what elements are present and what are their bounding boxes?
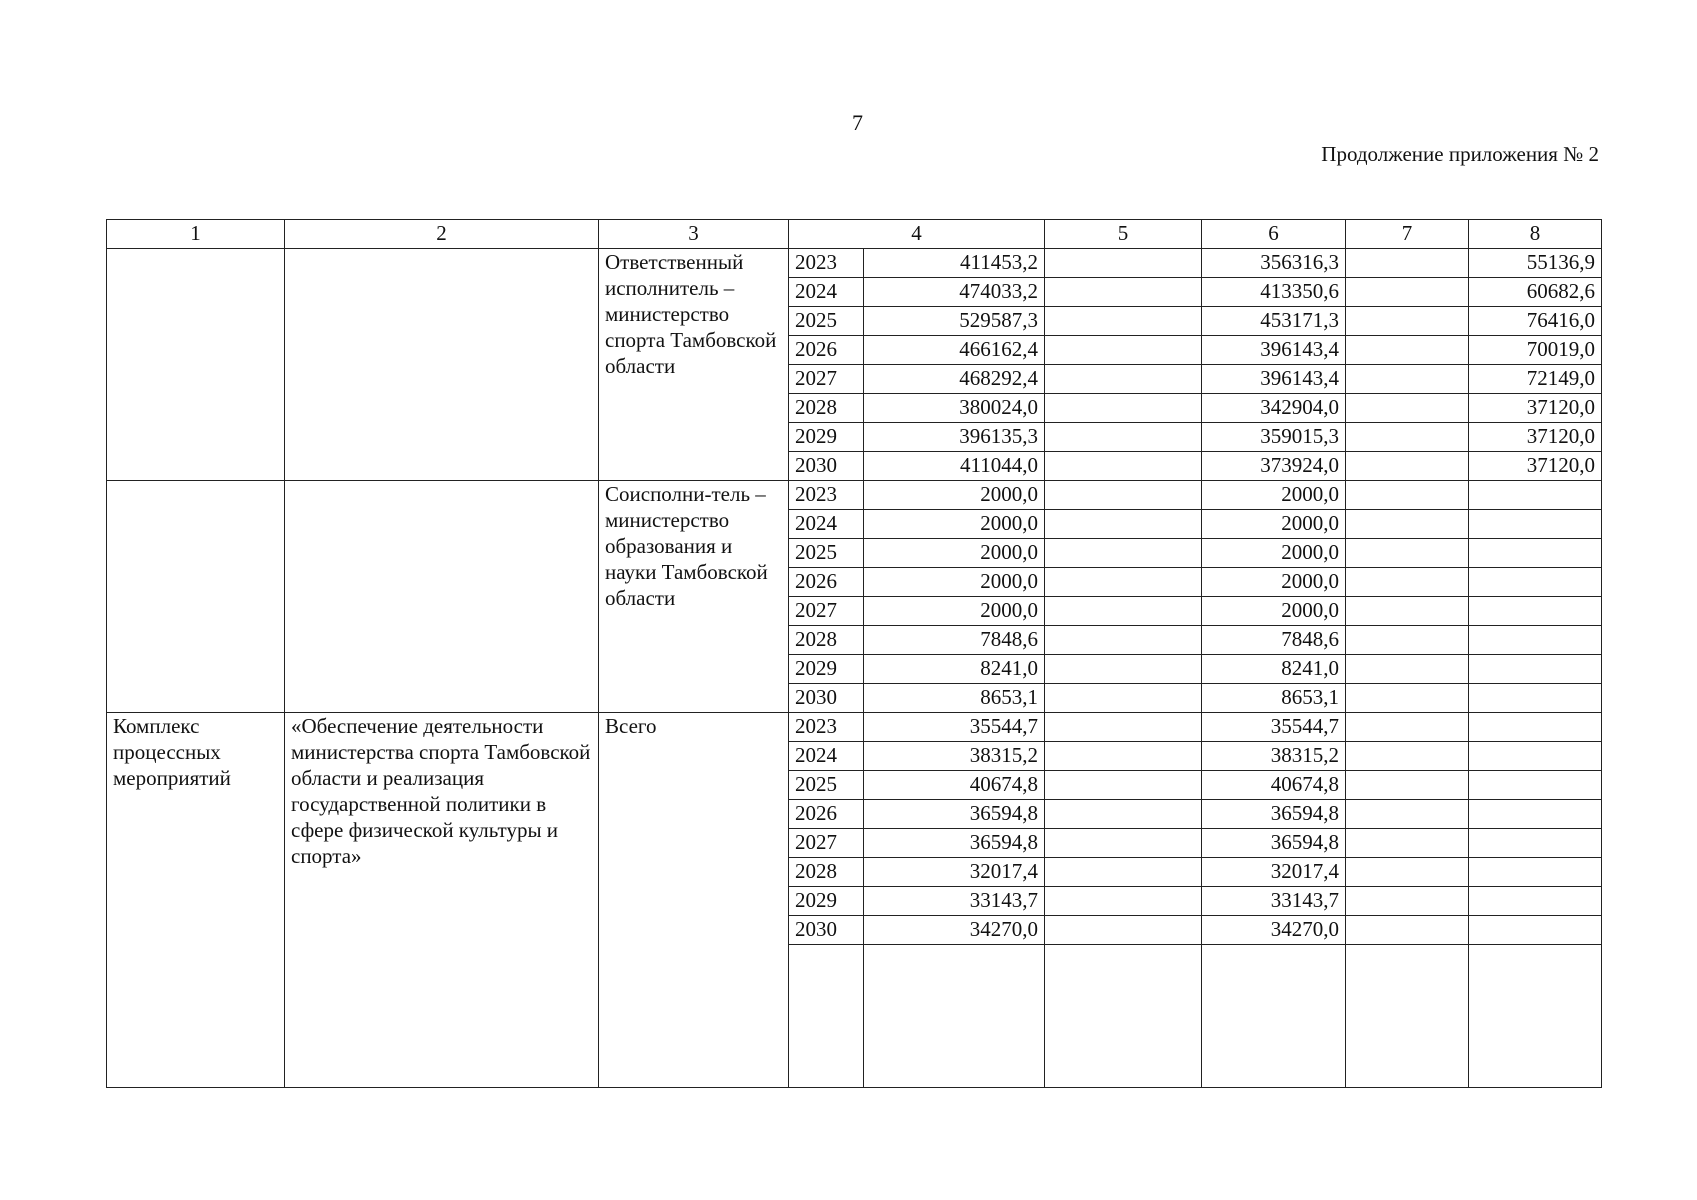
col5-cell	[1045, 858, 1202, 887]
year-cell: 2029	[789, 655, 864, 684]
col8-amount-cell	[1469, 539, 1602, 568]
program-type-cell: Комплекс процессных мероприятий	[107, 713, 285, 1088]
col7-cell	[1346, 481, 1469, 510]
col5-cell	[1045, 655, 1202, 684]
col5-cell	[1045, 800, 1202, 829]
program-name-cell	[285, 481, 599, 713]
col6-amount-cell: 2000,0	[1202, 510, 1346, 539]
program-name-cell	[285, 249, 599, 481]
col6-amount-cell: 453171,3	[1202, 307, 1346, 336]
total-amount-cell: 2000,0	[864, 510, 1045, 539]
col8-amount-cell	[1469, 800, 1602, 829]
total-amount-cell: 396135,3	[864, 423, 1045, 452]
total-amount-cell: 466162,4	[864, 336, 1045, 365]
year-cell: 2027	[789, 597, 864, 626]
year-cell: 2024	[789, 742, 864, 771]
col7-cell	[1346, 800, 1469, 829]
year-cell: 2029	[789, 887, 864, 916]
year-cell: 2030	[789, 452, 864, 481]
col5-cell	[1045, 626, 1202, 655]
col5-cell	[1045, 597, 1202, 626]
total-amount-cell: 380024,0	[864, 394, 1045, 423]
year-cell: 2026	[789, 800, 864, 829]
col8-amount-cell	[1469, 713, 1602, 742]
year-cell: 2027	[789, 365, 864, 394]
col5-cell	[1045, 307, 1202, 336]
year-cell: 2023	[789, 713, 864, 742]
col8-amount-cell	[1469, 568, 1602, 597]
header-col-4: 4	[789, 220, 1045, 249]
col8-amount-cell: 72149,0	[1469, 365, 1602, 394]
empty-cell	[1045, 945, 1202, 1088]
col6-amount-cell: 2000,0	[1202, 539, 1346, 568]
col7-cell	[1346, 655, 1469, 684]
empty-cell	[1469, 945, 1602, 1088]
col8-amount-cell: 76416,0	[1469, 307, 1602, 336]
col5-cell	[1045, 713, 1202, 742]
col6-amount-cell: 35544,7	[1202, 713, 1346, 742]
col7-cell	[1346, 684, 1469, 713]
col5-cell	[1045, 394, 1202, 423]
header-col-5: 5	[1045, 220, 1202, 249]
appendix-caption: Продолжение приложения № 2	[1321, 142, 1599, 166]
col8-amount-cell: 70019,0	[1469, 336, 1602, 365]
executor-cell: Всего	[599, 713, 789, 1088]
col8-amount-cell: 60682,6	[1469, 278, 1602, 307]
header-col-7: 7	[1346, 220, 1469, 249]
total-amount-cell: 8653,1	[864, 684, 1045, 713]
total-amount-cell: 36594,8	[864, 800, 1045, 829]
year-cell: 2029	[789, 423, 864, 452]
header-col-8: 8	[1469, 220, 1602, 249]
year-cell: 2025	[789, 307, 864, 336]
total-amount-cell: 7848,6	[864, 626, 1045, 655]
program-name-cell: «Обеспечение деятельности министерства спорта Тамбовской области и реализация государственной политики в сфере физической культуры и спорта»	[285, 713, 599, 1088]
col7-cell	[1346, 510, 1469, 539]
col7-cell	[1346, 887, 1469, 916]
col5-cell	[1045, 365, 1202, 394]
col8-amount-cell	[1469, 481, 1602, 510]
executor-cell: Соисполни-тель – министерство образования и науки Тамбовской области	[599, 481, 789, 713]
col6-amount-cell: 373924,0	[1202, 452, 1346, 481]
executor-cell: Ответственный исполнитель – министерство спорта Тамбовской области	[599, 249, 789, 481]
total-amount-cell: 2000,0	[864, 481, 1045, 510]
col7-cell	[1346, 336, 1469, 365]
total-amount-cell: 38315,2	[864, 742, 1045, 771]
year-cell: 2028	[789, 626, 864, 655]
total-amount-cell: 411044,0	[864, 452, 1045, 481]
col8-amount-cell	[1469, 742, 1602, 771]
col6-amount-cell: 359015,3	[1202, 423, 1346, 452]
col8-amount-cell	[1469, 597, 1602, 626]
col6-amount-cell: 396143,4	[1202, 365, 1346, 394]
col8-amount-cell	[1469, 829, 1602, 858]
funding-table	[106, 219, 1602, 1088]
year-cell: 2024	[789, 510, 864, 539]
year-cell: 2028	[789, 394, 864, 423]
col7-cell	[1346, 742, 1469, 771]
col8-amount-cell	[1469, 684, 1602, 713]
header-col-6: 6	[1202, 220, 1346, 249]
year-cell: 2025	[789, 539, 864, 568]
total-amount-cell: 529587,3	[864, 307, 1045, 336]
col7-cell	[1346, 278, 1469, 307]
col5-cell	[1045, 829, 1202, 858]
col8-amount-cell	[1469, 626, 1602, 655]
col6-amount-cell: 40674,8	[1202, 771, 1346, 800]
col7-cell	[1346, 829, 1469, 858]
col7-cell	[1346, 597, 1469, 626]
col6-amount-cell: 2000,0	[1202, 597, 1346, 626]
col7-cell	[1346, 394, 1469, 423]
year-cell: 2030	[789, 684, 864, 713]
col5-cell	[1045, 916, 1202, 945]
col8-amount-cell	[1469, 655, 1602, 684]
col8-amount-cell: 37120,0	[1469, 394, 1602, 423]
col8-amount-cell: 37120,0	[1469, 452, 1602, 481]
col6-amount-cell: 342904,0	[1202, 394, 1346, 423]
table-row	[107, 481, 1602, 510]
col5-cell	[1045, 452, 1202, 481]
col6-amount-cell: 32017,4	[1202, 858, 1346, 887]
col6-amount-cell: 34270,0	[1202, 916, 1346, 945]
col5-cell	[1045, 539, 1202, 568]
empty-cell	[1202, 945, 1346, 1088]
col8-amount-cell	[1469, 887, 1602, 916]
col8-amount-cell	[1469, 771, 1602, 800]
col7-cell	[1346, 452, 1469, 481]
col5-cell	[1045, 887, 1202, 916]
col5-cell	[1045, 568, 1202, 597]
col7-cell	[1346, 626, 1469, 655]
header-col-3: 3	[599, 220, 789, 249]
col6-amount-cell: 2000,0	[1202, 481, 1346, 510]
col7-cell	[1346, 771, 1469, 800]
col5-cell	[1045, 742, 1202, 771]
year-cell: 2026	[789, 336, 864, 365]
col6-amount-cell: 2000,0	[1202, 568, 1346, 597]
table-body	[107, 249, 1602, 1088]
col5-cell	[1045, 481, 1202, 510]
year-cell: 2025	[789, 771, 864, 800]
total-amount-cell: 2000,0	[864, 539, 1045, 568]
total-amount-cell: 468292,4	[864, 365, 1045, 394]
col6-amount-cell: 8653,1	[1202, 684, 1346, 713]
col5-cell	[1045, 510, 1202, 539]
total-amount-cell: 2000,0	[864, 597, 1045, 626]
header-col-1: 1	[107, 220, 285, 249]
col6-amount-cell: 33143,7	[1202, 887, 1346, 916]
year-cell: 2026	[789, 568, 864, 597]
col7-cell	[1346, 423, 1469, 452]
year-cell: 2023	[789, 249, 864, 278]
year-cell: 2023	[789, 481, 864, 510]
table-row	[107, 249, 1602, 278]
empty-cell	[789, 945, 864, 1088]
total-amount-cell: 35544,7	[864, 713, 1045, 742]
col8-amount-cell	[1469, 916, 1602, 945]
col8-amount-cell: 55136,9	[1469, 249, 1602, 278]
col7-cell	[1346, 916, 1469, 945]
year-cell: 2030	[789, 916, 864, 945]
col6-amount-cell: 38315,2	[1202, 742, 1346, 771]
empty-cell	[864, 945, 1045, 1088]
program-type-cell	[107, 249, 285, 481]
total-amount-cell: 36594,8	[864, 829, 1045, 858]
col6-amount-cell: 396143,4	[1202, 336, 1346, 365]
year-cell: 2024	[789, 278, 864, 307]
col8-amount-cell: 37120,0	[1469, 423, 1602, 452]
col5-cell	[1045, 423, 1202, 452]
total-amount-cell: 32017,4	[864, 858, 1045, 887]
total-amount-cell: 33143,7	[864, 887, 1045, 916]
col5-cell	[1045, 336, 1202, 365]
col6-amount-cell: 7848,6	[1202, 626, 1346, 655]
col6-amount-cell: 413350,6	[1202, 278, 1346, 307]
table-row	[107, 713, 1602, 742]
year-cell: 2028	[789, 858, 864, 887]
col5-cell	[1045, 684, 1202, 713]
year-cell: 2027	[789, 829, 864, 858]
header-col-2: 2	[285, 220, 599, 249]
col7-cell	[1346, 307, 1469, 336]
col7-cell	[1346, 249, 1469, 278]
col7-cell	[1346, 539, 1469, 568]
total-amount-cell: 474033,2	[864, 278, 1045, 307]
col6-amount-cell: 8241,0	[1202, 655, 1346, 684]
col8-amount-cell	[1469, 510, 1602, 539]
col5-cell	[1045, 249, 1202, 278]
col7-cell	[1346, 365, 1469, 394]
col7-cell	[1346, 858, 1469, 887]
col6-amount-cell: 36594,8	[1202, 800, 1346, 829]
total-amount-cell: 2000,0	[864, 568, 1045, 597]
total-amount-cell: 40674,8	[864, 771, 1045, 800]
page-number: 7	[852, 110, 863, 135]
col5-cell	[1045, 771, 1202, 800]
total-amount-cell: 34270,0	[864, 916, 1045, 945]
total-amount-cell: 411453,2	[864, 249, 1045, 278]
col8-amount-cell	[1469, 858, 1602, 887]
col6-amount-cell: 36594,8	[1202, 829, 1346, 858]
col7-cell	[1346, 568, 1469, 597]
header-row	[107, 220, 1602, 249]
col5-cell	[1045, 278, 1202, 307]
empty-cell	[1346, 945, 1469, 1088]
col6-amount-cell: 356316,3	[1202, 249, 1346, 278]
col7-cell	[1346, 713, 1469, 742]
program-type-cell	[107, 481, 285, 713]
total-amount-cell: 8241,0	[864, 655, 1045, 684]
